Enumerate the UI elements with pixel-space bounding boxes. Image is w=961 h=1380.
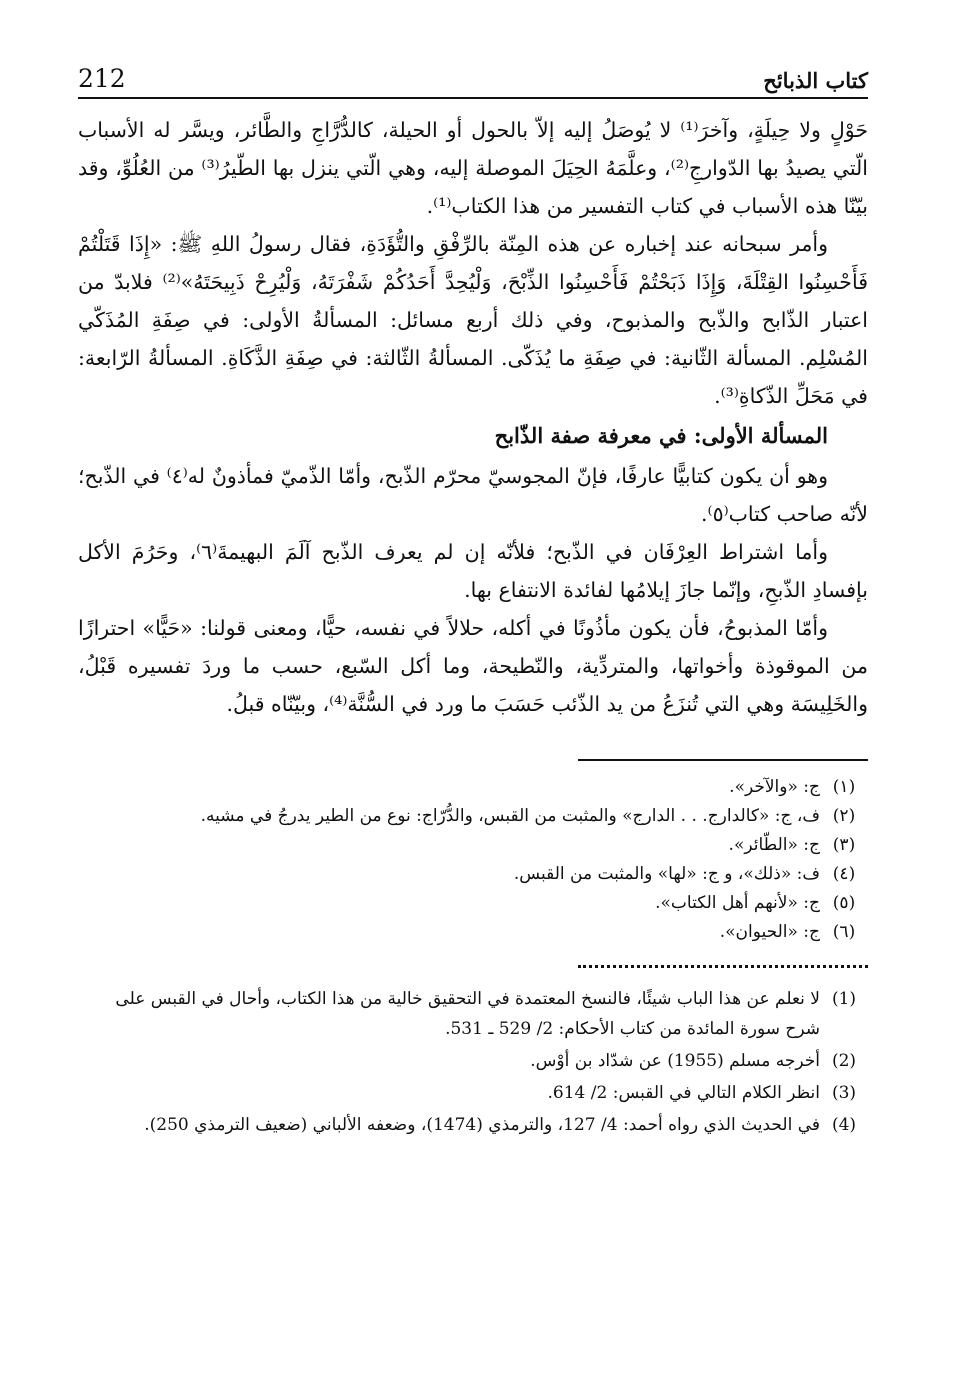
footnote-text: انظر الكلام التالي في القبس: 2/ 614. [547, 1083, 820, 1103]
page-number: 212 [78, 64, 126, 93]
paragraph-2: وأمر سبحانه عند إخباره عن هذه المِنّة بالرِّفْقِ والتُّؤَدَةِ، فقال رسولُ اللهِ ﷺ: «إِذَا قَتَلْتُمْ فَأَحْسِنُوا القِتْلَةَ، وَإِذَا ذَبَحْتُمْ فَأَحْسِنُوا الذِّبْحَ، وَلْيُحِدَّ أَحَدُكُمْ شَفْرَتَهُ، وَلْيُرِحْ ذَبِيحَتَهُ»⁽²⁾ فلابدّ من اعتبار الذّابح والذّبح والمذبوح، وفي ذلك أربع مسائل: المسألةُ الأولى: في صِفَةِ المُذَكّي المُسْلِم. المسألة الثّانية: في صِفَةِ ما يُذَكّى. المسألةُ الثّالثة: في صِفَةِ الذَّكَاةِ. المسألةُ الرّابعة: في مَحَلِّ الذّكاةِ⁽³⁾. [78, 232, 868, 408]
footnote-number: (٤) [832, 864, 856, 884]
footnote [78, 984, 868, 1044]
footnote [78, 860, 868, 889]
footnote-number: (3) [831, 1083, 857, 1103]
editor-footnotes [78, 984, 868, 1140]
footnote-number: (4) [831, 1115, 857, 1135]
footnote [78, 773, 868, 802]
footnote-number: (2) [831, 1051, 857, 1071]
footnote [78, 889, 868, 918]
manuscript-footnotes [78, 773, 868, 947]
footnote-text: ج: «الحيوان». [719, 922, 820, 942]
footnote [78, 1110, 868, 1140]
footnote-text: ف، ج: «كالدارج. . . الدارج» والمثبت من القبس، والدُّرّاج: نوع من الطير يدرجُ في مشيه. [200, 806, 820, 826]
footnote [78, 1078, 868, 1108]
footnote [78, 831, 868, 860]
footnote-text: ج: «لأنهم أهل الكتاب». [655, 893, 820, 913]
section-heading: المسألة الأولى: في معرفة صفة الذّابح [494, 423, 828, 448]
page-header [78, 55, 868, 99]
footnote-number: (١) [832, 777, 856, 797]
footnote-separator [578, 759, 868, 761]
main-text [78, 111, 868, 723]
paragraph-1: حَوْلٍ ولا حِيلَةٍ، وآخرَ⁽¹⁾ لا يُوصَلُ إليه إلاّ بالحول أو الحيلة، كالدُّرَّاجِ والطَّائر، ويسَّر له الأسباب الّتي يصيدُ بها الدّوارجِ⁽²⁾، وعلَّمَهُ الحِيَلَ الموصلة إليه، وهي الّتي ينزل بها الطّيرُ⁽³⁾ من العُلُوِّ، وقد بيّنّا هذه الأسباب في كتاب التفسير من هذا الكتاب⁽¹⁾. [78, 118, 868, 218]
footnote-number: (1) [831, 989, 857, 1009]
footnote-number: (٦) [832, 922, 856, 942]
footnote-text: أخرجه مسلم (1955) عن شدّاد بن أوْس. [530, 1051, 820, 1071]
footnote-number: (٣) [832, 835, 856, 855]
running-title: كتاب الذبائح [763, 68, 868, 93]
footnote-number: (٢) [832, 806, 856, 826]
footnote-number: (٥) [832, 893, 856, 913]
paragraph-3: وهو أن يكون كتابيًّا عارفًا، فإنّ المجوسيّ محرّم الذّبح، وأمّا الذّميّ فمأذونٌ له⁽٤⁾ في الذّبح؛ لأنّه صاحب كتاب⁽٥⁾. [78, 464, 868, 526]
footnote [78, 918, 868, 947]
paragraph-4: وأما اشتراط العِرْفَان في الذّبح؛ فلأنّه إن لم يعرف الذّبح آلَمَ البهيمةَ⁽٦⁾، وحَرُمَ الأكل بإفسادِ الذّبحِ، وإنّما جازَ إيلامُها لفائدة الانتفاع بها. [78, 540, 868, 602]
footnote-text: لا نعلم عن هذا الباب شيئًا، فالنسخ المعتمدة في التحقيق خالية من هذا الكتاب، وأحال في القبس على شرح سورة المائدة من كتاب الأحكام: 2/ 529 ـ 531. [115, 989, 820, 1039]
footnote-text: في الحديث الذي رواه أحمد: 4/ 127، والترمذي (1474)، وضعفه الألباني (ضعيف الترمذي 250). [144, 1115, 820, 1135]
paragraph-5: وأمّا المذبوحُ، فأن يكون مأذُونًا في أكله، حلالاً في نفسه، حيًّا، ومعنى قولنا: «حَيًّا» احترازًا من الموقوذة وأخواتها، والمتردِّية، والنّطيحة، وما أكل السّبع، حسب ما وردَ تفسيره قَبْلُ، والخَلِيسَة وهي التي تُنزَعُ من يد الذّئب حَسَبَ ما ورد في السُّنَّة⁽⁴⁾، وبيّنّاه قبلُ. [78, 616, 868, 716]
footnote-text: ج: «الطّائر». [728, 835, 820, 855]
dotted-separator [578, 965, 868, 970]
footnote-text: ج: «والآخر». [729, 777, 820, 797]
book-page [78, 55, 868, 1142]
footnote [78, 1046, 868, 1076]
footnote [78, 802, 868, 831]
footnote-text: ف: «ذلك»، و ج: «لها» والمثبت من القبس. [513, 864, 820, 884]
